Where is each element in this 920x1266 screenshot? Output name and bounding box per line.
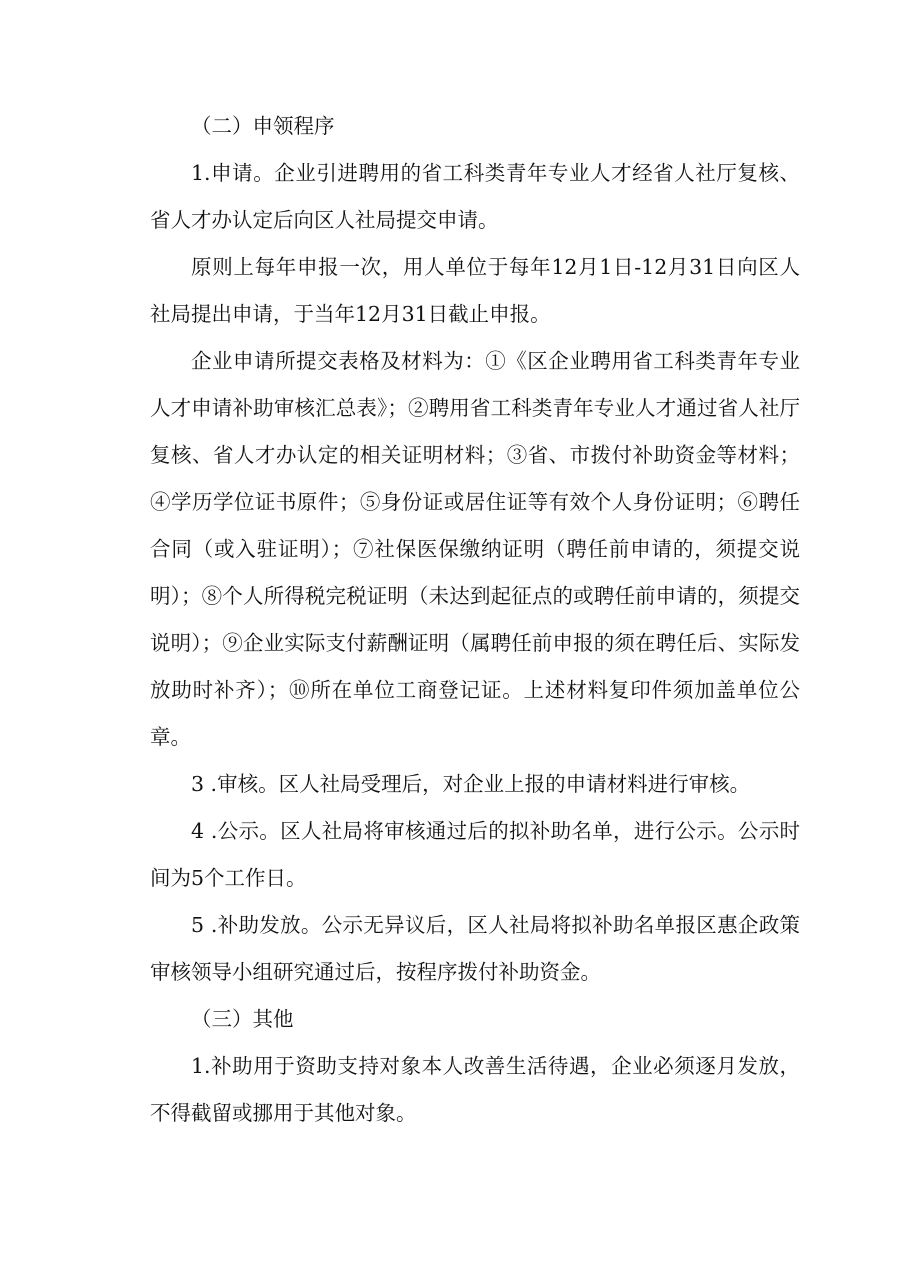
- paragraph-subsidy-distribution: 5 .补助发放。公示无异议后，区人社局将拟补助名单报区惠企政策审核领导小组研究通过后，按程序拨付补助资金。: [150, 913, 800, 984]
- section-heading-other: （三）其他: [191, 1007, 294, 1031]
- paragraph-subsidy-usage: 1.补助用于资助支持对象本人改善生活待遇，企业必须逐月发放，不得截留或挪用于其他对象。: [150, 1054, 800, 1125]
- paragraph-application-schedule: 原则上每年申报一次，用人单位于每年12月1日-12月31日向区人社局提出申请，于当年12月31日截止申报。: [150, 255, 800, 326]
- paragraph-application: 1.申请。企业引进聘用的省工科类青年专业人才经省人社厅复核、省人才办认定后向区人社局提交申请。: [150, 161, 800, 232]
- document-body: [150, 103, 800, 1137]
- section-heading-application-procedure: （二）申领程序: [191, 114, 335, 138]
- paragraph-application-materials: 企业申请所提交表格及材料为：①《区企业聘用省工科类青年专业人才申请补助审核汇总表》；②聘用省工科类青年专业人才通过省人社厅复核、省人才办认定的相关证明材料；③省、市拨付补助资金等材料；④学历学位证书原件；⑤身份证或居住证等有效个人身份证明；⑥聘任合同（或入驻证明）；⑦社保医保缴纳证明（聘任前申请的，须提交说明）；⑧个人所得税完税证明（未达到起征点的或聘任前申请的，须提交说明）；⑨企业实际支付薪酬证明（属聘任前申报的须在聘任后、实际发放助时补齐）；⑩所在单位工商登记证。上述材料复印件须加盖单位公章。: [150, 349, 800, 749]
- paragraph-review: 3 .审核。区人社局受理后，对企业上报的申请材料进行审核。: [191, 772, 751, 796]
- paragraph-public-notice: 4 .公示。区人社局将审核通过后的拟补助名单，进行公示。公示时间为5个工作日。: [150, 819, 800, 890]
